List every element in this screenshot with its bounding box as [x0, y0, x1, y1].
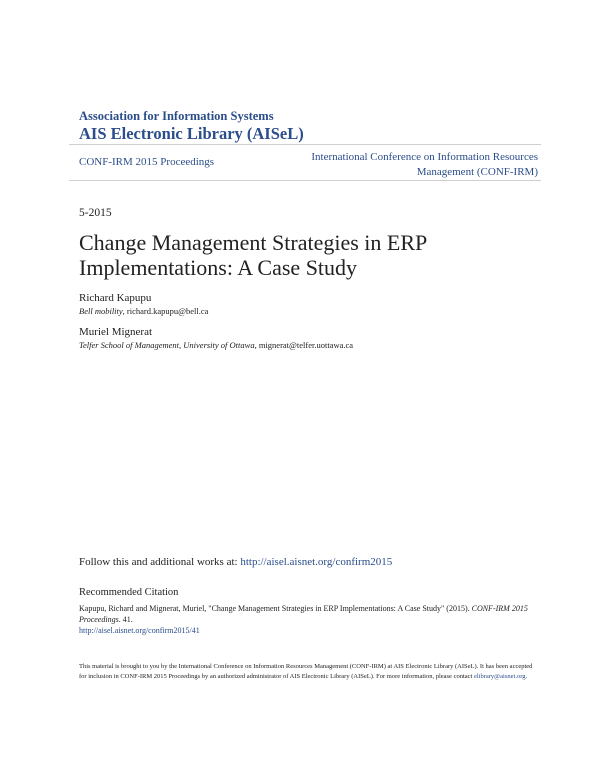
author-affiliation: Telfer School of Management, University of Ottawa: [79, 340, 255, 350]
top-divider: [69, 144, 541, 145]
citation-text: Kapupu, Richard and Mignerat, Muriel, "Change Management Strategies in ERP Implementations: A Case Study" (2015).: [79, 604, 472, 613]
author-email: mignerat@telfer.uottawa.ca: [258, 340, 354, 350]
author-name: Richard Kapupu: [79, 292, 152, 304]
follow-link[interactable]: http://aisel.aisnet.org/confirm2015: [240, 556, 393, 568]
author-email: richard.kapupu@bell.ca: [126, 306, 209, 316]
citation-number: . 41.: [118, 615, 133, 624]
bottom-divider: [69, 180, 541, 181]
follow-line: [79, 556, 392, 568]
follow-text: Follow this and additional works at:: [79, 556, 241, 568]
author-2: Muriel Mignerat Telfer School of Management, University of Ottawa, mignerat@telfer.uottawa.ca: [79, 326, 354, 350]
association-name: Association for Information Systems: [79, 109, 274, 123]
footer-text: This material is brought to you by the International Conference on Information Resources Management (CONF-IRM) at AIS Electronic Library (AISeL). It has been accepted for inclusion in CONF-IRM 2015 Proceedings by an authorized administrator of AIS Electronic Library (AISeL). For more information, please contact: [79, 663, 533, 680]
proceedings-link[interactable]: CONF-IRM 2015 Proceedings: [79, 156, 215, 168]
citation-body: [79, 603, 529, 636]
conference-link[interactable]: International Conference on Information Resources Management (CONF-IRM): [311, 151, 538, 178]
header: [79, 109, 304, 144]
author-name: Muriel Mignerat: [79, 326, 153, 338]
author-1: Richard Kapupu Bell mobility, richard.kapupu@bell.ca: [79, 292, 209, 316]
citation-link[interactable]: http://aisel.aisnet.org/confirm2015/41: [79, 626, 200, 635]
citation-heading: Recommended Citation: [79, 587, 179, 598]
contact-email-link[interactable]: elibrary@aisnet.org: [473, 673, 526, 680]
citation-venue: CONF-IRM 2015 Proceedings: [79, 604, 528, 624]
library-name[interactable]: AIS Electronic Library (AISeL): [79, 124, 304, 143]
publication-date: 5-2015: [79, 207, 112, 219]
footer-end: .: [525, 673, 528, 680]
paper-title: Change Management Strategies in ERP Implementations: A Case Study: [79, 230, 427, 280]
footer-notice: [79, 662, 534, 682]
author-affiliation: Bell mobility: [79, 306, 123, 316]
